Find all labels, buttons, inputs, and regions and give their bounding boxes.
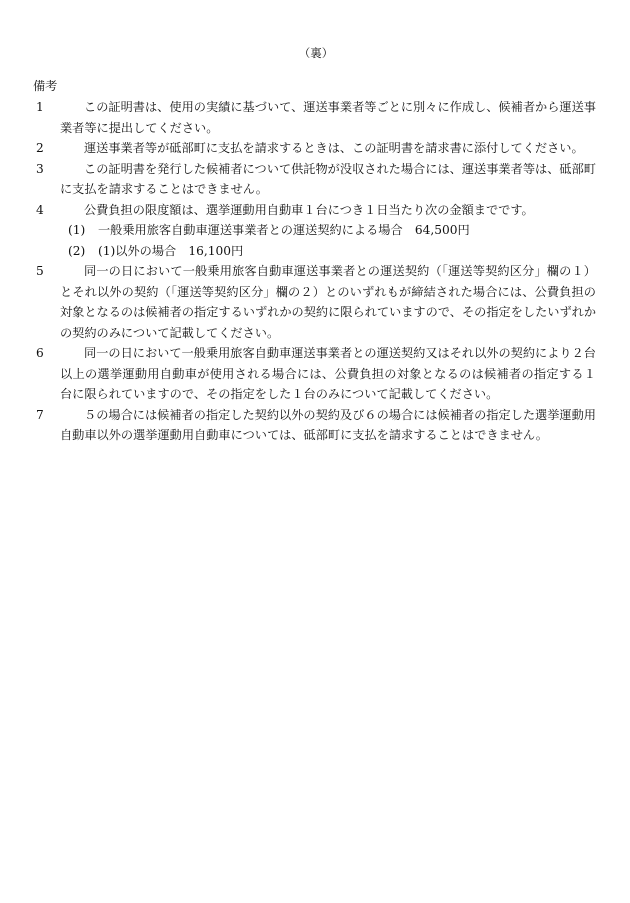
remark-item-4 — [36, 200, 596, 262]
remarks-list — [36, 97, 596, 446]
remark-number: 2 — [36, 141, 44, 155]
remark-text: 運送事業者等が砥部町に支払を請求するときは、この証明書を請求書に添付してください。 — [84, 141, 584, 155]
remarks-title: 備考 — [33, 79, 58, 93]
subitem-number: (1) — [68, 223, 86, 237]
remark-item-1 — [36, 97, 596, 138]
page-side-label: （裏） — [298, 46, 334, 60]
remark-item-3 — [36, 159, 596, 200]
subitem-text: (1)以外の場合 16,100円 — [98, 243, 244, 258]
remark-text: 同一の日において一般乗用旅客自動車運送事業者との運送契約又はそれ以外の契約により２台以上の選挙運動用自動車が使用される場合には、公費負担の対象となるのは候補者の指定する１台に限られていますので、その指定をした１台のみについて記載してください。 — [60, 346, 596, 401]
remark-subitem-2 — [36, 241, 596, 262]
remark-text: この証明書を発行した候補者について供託物が没収された場合には、運送事業者等は、砥部町に支払を請求することはできません。 — [60, 161, 596, 196]
remark-text: この証明書は、使用の実績に基づいて、運送事業者等ごとに別々に作成し、候補者から運送事業者等に提出してください。 — [60, 100, 596, 135]
remark-text: 公費負担の限度額は、選挙運動用自動車１台につき１日当たり次の金額までです。 — [84, 202, 534, 217]
remark-item-7 — [36, 405, 596, 446]
remark-number: 1 — [36, 100, 44, 114]
remark-number: 3 — [36, 161, 44, 176]
remark-text: ５の場合には候補者の指定した契約以外の契約及び６の場合には候補者の指定した選挙運動用自動車以外の選挙運動用自動車については、砥部町に支払を請求することはできません。 — [60, 407, 596, 442]
remark-item-6 — [36, 343, 596, 405]
remark-number: 4 — [36, 202, 44, 217]
remark-item-5 — [36, 261, 596, 343]
remark-number: 5 — [36, 264, 44, 278]
remark-subitem-1 — [36, 220, 596, 241]
subitem-text: 一般乗用旅客自動車運送事業者との運送契約による場合 64,500円 — [98, 223, 470, 237]
remark-number: 6 — [36, 346, 44, 360]
remark-text: 同一の日において一般乗用旅客自動車運送事業者との運送契約（「運送等契約区分」欄の１）とそれ以外の契約（「運送等契約区分」欄の２）とのいずれもが締結された場合には、公費負担の対象となるのは候補者の指定するいずれかの契約に限られていますので、その指定をしたいずれかの契約のみについて記載してください。 — [60, 264, 597, 340]
remark-item-2 — [36, 138, 596, 159]
remark-number: 7 — [36, 407, 44, 422]
subitem-number: (2) — [68, 243, 86, 258]
